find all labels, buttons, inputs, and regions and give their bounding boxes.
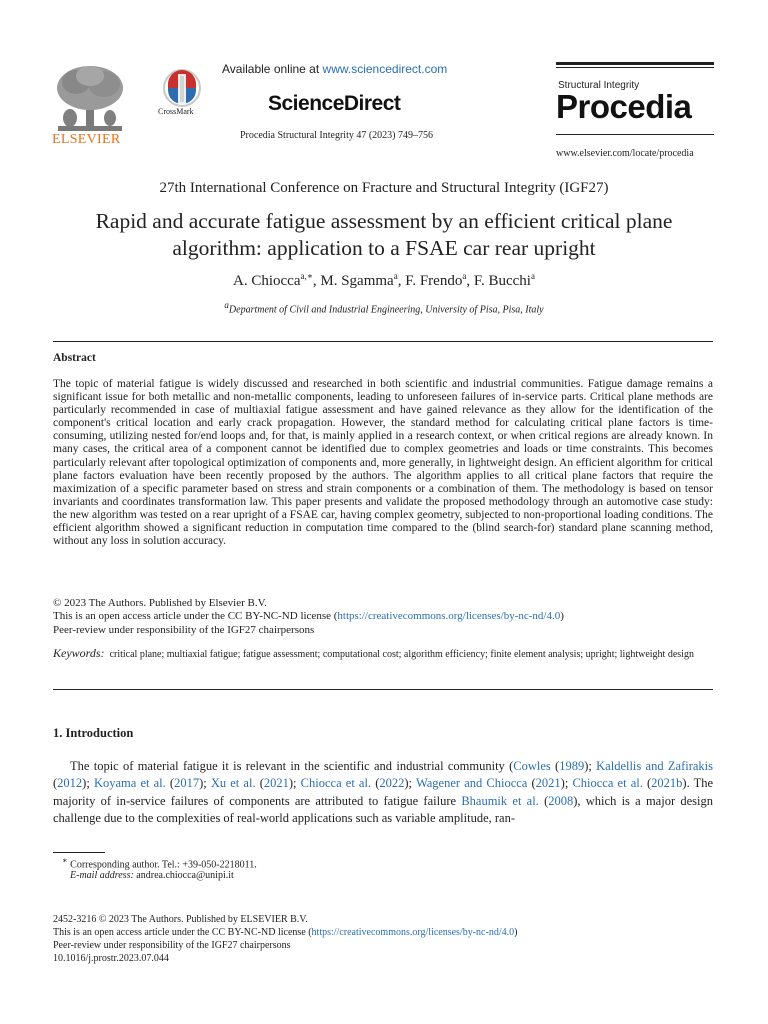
email-label: E-mail address: <box>70 870 134 881</box>
conference-name: 27th International Conference on Fracture and Structural Integrity (IGF27) <box>159 180 609 196</box>
citation-link[interactable]: 2022 <box>379 776 405 791</box>
doi-line[interactable]: 10.1016/j.prostr.2023.07.044 <box>53 953 169 964</box>
citation-link[interactable]: 2008 <box>548 793 574 808</box>
citation-link[interactable]: 2012 <box>57 776 83 791</box>
intro-text: ( <box>642 776 652 791</box>
keywords-list: critical plane; multiaxial fatigue; fatigue assessment; computational cost; algorithm efficiency; finite element analysis; upright; lightweight design <box>109 649 694 660</box>
license-suffix: ) <box>560 610 564 622</box>
bottom-license-prefix: This is an open access article under the CC BY-NC-ND license ( <box>53 927 312 938</box>
intro-text: ( <box>538 793 549 808</box>
citation-link[interactable]: 2017 <box>174 776 200 791</box>
author-affiliation-mark: a <box>462 271 467 281</box>
intro-text: ( <box>53 776 58 791</box>
citation-link[interactable]: Kaldellis and Zafirakis <box>596 759 714 773</box>
keywords <box>53 646 713 662</box>
author-separator: , <box>466 273 474 289</box>
license-line <box>53 610 564 623</box>
abstract-rule-bottom <box>53 689 713 690</box>
keywords-label: Keywords: <box>53 646 105 660</box>
intro-text: ( <box>527 776 536 791</box>
abstract-body: The topic of material fatigue is widely discussed and researched in both scientific and industrial communities. Fatigue damage remains a significant issue for both metallic and non-metallic components, leading to unforeseen failures of in-service parts. Critical plane methods are particularly recommended in case of multiaxial fatigue assessment and have gained relevance as they allow for the identification of the component's critical location and early crack propagation. However, the standard method for calculating critical plane factors is time-consuming, utilizing nested for/end loops and, for that, is mainly applied in a research context, or when critical regions are already known. In many cases, the critical area of a component cannot be identified due to complex geometries and loads or time constraints. This becomes particularly relevant after topological optimization of components and, more generally, in lightweight design. An efficient algorithm for critical plane factors evaluation have been recently proposed by the authors. The algorithm applies to all critical plane factors that require the maximization of a specific parameter based on stress and strain components or a combination of them. The methodology is based on tensor invariants and coordinates transformation law. This paper presents and validate the proposed methodology through an automotive case study: the new algorithm was tested on a rear upright of a FSAE car, having complex geometry, subjected to non-proportional loading conditions. The efficient algorithm showed a significant reduction in computation time compared to the (blind search-for) standard plane scanning method, without any loss in solution accuracy. <box>53 378 713 548</box>
citation-link[interactable]: Koyama et al. <box>93 776 166 791</box>
author-affiliation-mark: a,∗ <box>300 271 313 281</box>
issn-line: 2452-3216 © 2023 The Authors. Published by ELSEVIER B.V. <box>53 914 308 925</box>
citation-link[interactable]: Wagener and Chiocca <box>415 776 528 791</box>
intro-text: ); <box>584 759 597 773</box>
intro-text: ( <box>165 776 175 791</box>
procedia-rule-top <box>556 62 714 65</box>
elsevier-url[interactable]: www.elsevier.com/locate/procedia <box>556 148 694 159</box>
section-heading-introduction: 1. Introduction <box>53 726 134 740</box>
intro-text: ( <box>255 776 264 791</box>
bottom-license-suffix: ) <box>514 927 518 938</box>
journal-citation: Procedia Structural Integrity 47 (2023) 749–756 <box>240 130 434 141</box>
license-prefix: This is an open access article under the CC BY-NC-ND license ( <box>53 610 338 622</box>
corresponding-author-footnote <box>62 855 257 870</box>
bottom-license-line <box>53 926 517 939</box>
bottom-peer-review-line: Peer-review under responsibility of the IGF27 chairpersons <box>53 940 291 951</box>
intro-text: ), which is a major design challenge due to the complexities of real-world applications such as variable amplitude, ran- <box>53 793 713 825</box>
author-affiliation-mark: a <box>530 271 535 281</box>
citation-link[interactable]: Chiocca et al. <box>300 776 372 791</box>
procedia-subtitle: Structural Integrity <box>558 80 640 91</box>
abstract-heading: Abstract <box>53 352 96 364</box>
available-online-line <box>222 62 462 76</box>
citation-link[interactable]: Cowles <box>513 759 551 773</box>
author-separator: , <box>312 273 321 289</box>
peer-review-line: Peer-review under responsibility of the IGF27 chairpersons <box>53 624 315 636</box>
abstract-rule-top <box>53 341 713 342</box>
available-prefix: Available online at <box>222 62 323 76</box>
paper-title <box>40 208 728 262</box>
introduction-paragraph <box>53 758 713 827</box>
citation-link[interactable]: 2021b <box>651 776 683 791</box>
intro-text: ); <box>560 776 573 791</box>
sciencedirect-link[interactable]: www.sciencedirect.com <box>322 62 448 76</box>
citation-link[interactable]: 1989 <box>559 759 585 773</box>
intro-text: ( <box>371 776 380 791</box>
author-name: F. Frendo <box>405 273 463 289</box>
citation-link[interactable]: 2021 <box>263 776 289 791</box>
author-list <box>0 271 768 290</box>
paper-title-line-1: Rapid and accurate fatigue assessment by an efficient critical plane <box>95 209 673 233</box>
email-address[interactable]: andrea.chiocca@unipi.it <box>136 870 234 881</box>
author-name: A. Chiocca <box>233 273 301 289</box>
affiliation <box>0 300 768 315</box>
crossmark-label: CrossMark <box>158 107 194 116</box>
intro-text: ); <box>288 776 301 791</box>
citation-link[interactable]: Bhaumik et al. <box>461 793 539 808</box>
email-footnote <box>70 870 234 881</box>
publisher-name: ELSEVIER <box>52 132 121 147</box>
intro-text: ); <box>82 776 94 791</box>
intro-text: ); <box>404 776 416 791</box>
footnote-mark: ∗ <box>62 856 68 865</box>
author-affiliation-mark: a <box>393 271 398 281</box>
citation-link[interactable]: Xu et al. <box>210 776 256 791</box>
license-link[interactable]: https://creativecommons.org/licenses/by-nc-nd/4.0 <box>337 610 561 622</box>
author-separator: , <box>397 273 406 289</box>
intro-text: ); <box>199 776 211 791</box>
intro-text: The topic of material fatigue it is relevant in the scientific and industrial community ( <box>70 759 514 773</box>
author-name: F. Bucchi <box>473 273 531 289</box>
author-name: M. Sgamma <box>320 273 394 289</box>
intro-text: ( <box>550 759 560 773</box>
intro-text: ). The majority of in-service failures of components are attributed to fatigue failure <box>53 776 714 808</box>
footnote-rule <box>53 852 105 853</box>
citation-link[interactable]: 2021 <box>535 776 561 791</box>
citation-link[interactable]: Chiocca et al. <box>572 776 643 791</box>
affiliation-mark: a <box>224 300 229 310</box>
affiliation-text: Department of Civil and Industrial Engineering, University of Pisa, Pisa, Italy <box>228 304 544 316</box>
procedia-wordmark: Procedia <box>556 88 692 125</box>
bottom-license-link[interactable]: https://creativecommons.org/licenses/by-nc-nd/4.0 <box>311 927 515 938</box>
procedia-rule-bottom <box>556 134 714 135</box>
procedia-rule-top-thin <box>556 67 714 68</box>
copyright-line: © 2023 The Authors. Published by Elsevier B.V. <box>53 597 267 609</box>
paper-title-line-2: algorithm: application to a FSAE car rear upright <box>172 236 596 260</box>
corresponding-author-text: Corresponding author. Tel.: +39-050-2218011. <box>70 859 257 871</box>
sciencedirect-wordmark: ScienceDirect <box>268 92 401 115</box>
